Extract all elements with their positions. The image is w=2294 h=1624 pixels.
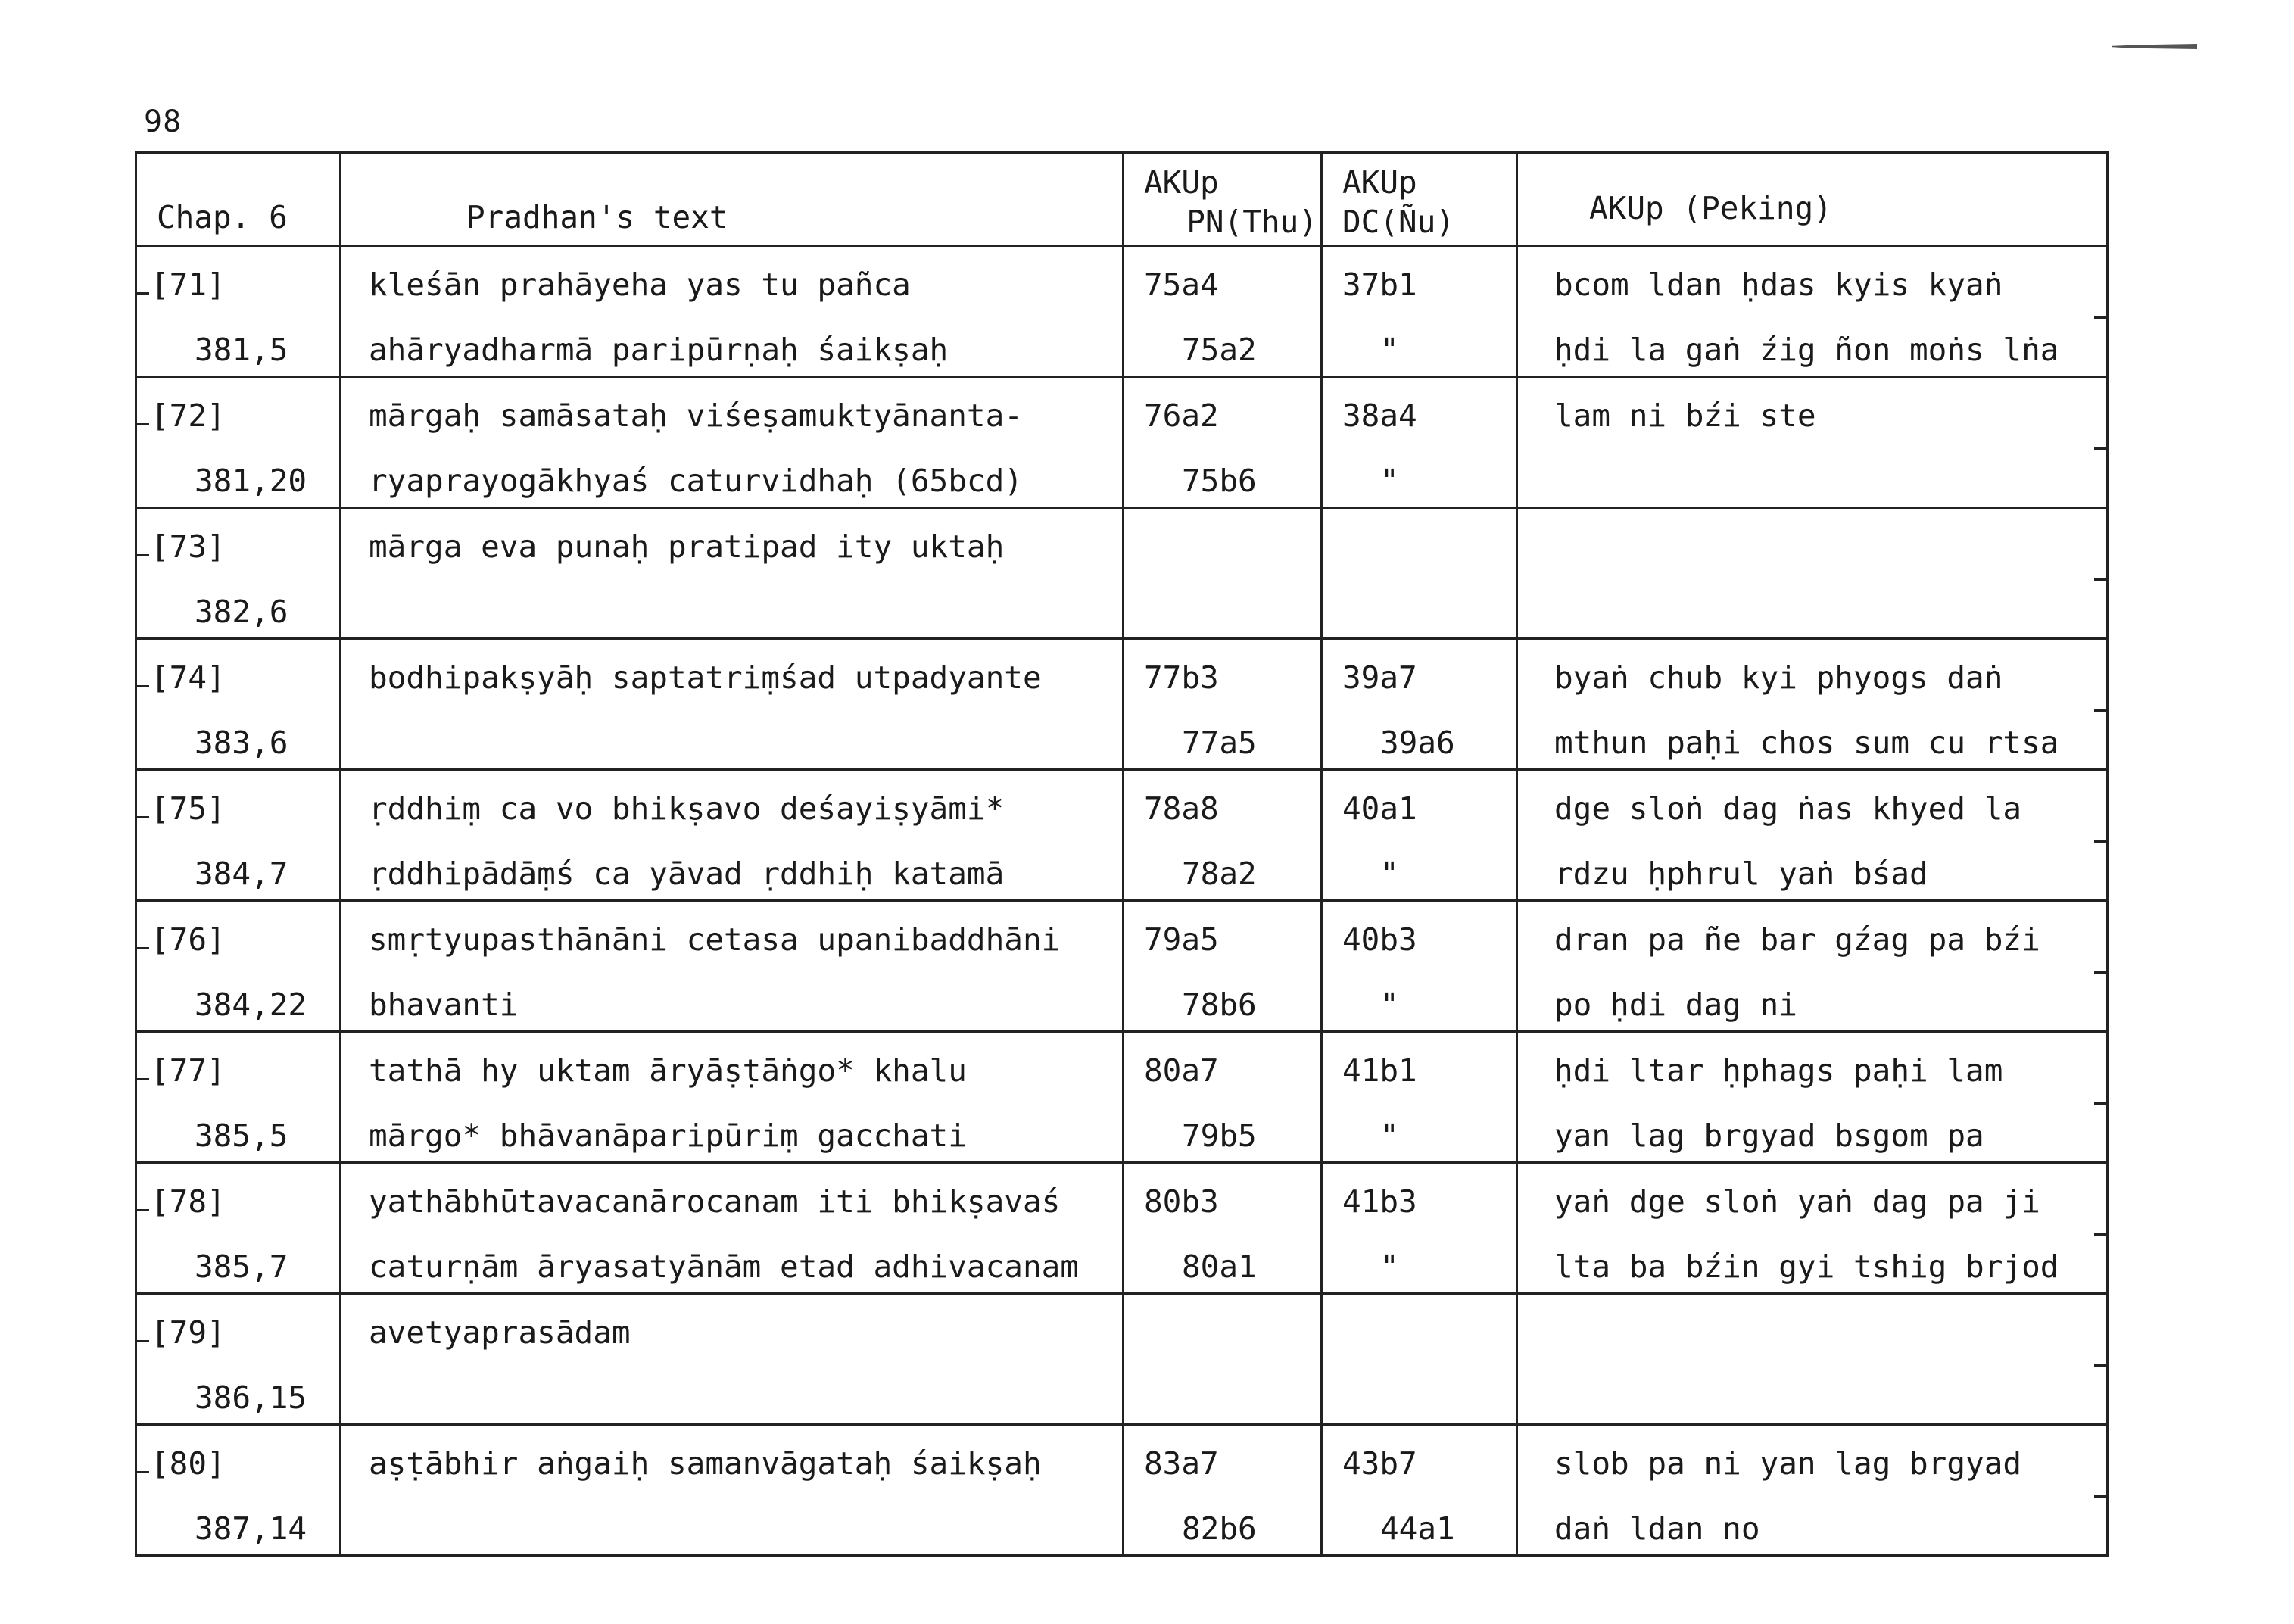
cell-akup-pn xyxy=(1124,246,1322,377)
cell-akup-peking-line2: rdzu ḥphrul yaṅ bśad xyxy=(1554,856,1928,892)
cell-akup-pn-line2: 75b6 xyxy=(1182,463,1257,499)
cell-akup-dc xyxy=(1322,246,1517,377)
cell-pradhan-text-line1: aṣṭābhir aṅgaiḥ samanvāgataḥ śaikṣaḥ xyxy=(369,1445,1042,1482)
margin-tick xyxy=(2094,1102,2108,1105)
cell-akup-pn-line1: 83a7 xyxy=(1144,1445,1219,1482)
cell-akup-pn-line1: 79a5 xyxy=(1144,921,1219,958)
cell-chapter-ref-line2: 385,7 xyxy=(195,1248,288,1285)
cell-akup-dc xyxy=(1322,639,1517,770)
table-row xyxy=(136,1163,2108,1294)
header-chap: Chap. 6 xyxy=(136,153,341,246)
cell-akup-pn-line2: 78b6 xyxy=(1182,987,1257,1023)
cell-chapter-ref-line2: 384,22 xyxy=(195,987,307,1023)
cell-pradhan-text-line1: kleśān prahāyeha yas tu pañca xyxy=(369,267,911,303)
cell-pradhan-text-line1: ṛddhiṃ ca vo bhikṣavo deśayiṣyāmi* xyxy=(369,790,1005,827)
cell-akup-peking-line1: yaṅ dge sloṅ yaṅ dag pa ji xyxy=(1554,1183,2040,1220)
cell-akup-peking-line2: mthun paḥi chos sum cu rtsa xyxy=(1554,725,2059,761)
cell-akup-peking xyxy=(1517,770,2108,901)
margin-tick xyxy=(136,1471,149,1473)
cell-pradhan-text-line1: bodhipakṣyāḥ saptatriṃśad utpadyante xyxy=(369,659,1042,696)
cell-akup-dc-line1: 38a4 xyxy=(1342,397,1417,434)
cell-akup-peking-line1: byaṅ chub kyi phyogs daṅ xyxy=(1554,659,2003,696)
cell-akup-peking-line2: yan lag brgyad bsgom pa xyxy=(1554,1117,1984,1154)
table-row xyxy=(136,246,2108,377)
cell-chapter-ref-line2: 387,14 xyxy=(195,1510,307,1547)
cell-chapter-ref-line2: 386,15 xyxy=(195,1379,307,1416)
margin-tick xyxy=(136,1078,149,1080)
cell-chapter-ref-line2: 381,5 xyxy=(195,332,288,368)
cell-akup-dc-line1: 40b3 xyxy=(1342,921,1417,958)
cell-pradhan-text-line1: yathābhūtavacanārocanam iti bhikṣavaś xyxy=(369,1183,1061,1220)
cell-akup-dc xyxy=(1322,377,1517,508)
header-akup-dc: AKUp DC(Ñu) xyxy=(1322,153,1517,246)
cell-pradhan-text xyxy=(341,246,1124,377)
cell-akup-peking-line2: po ḥdi dag ni xyxy=(1554,987,1797,1023)
header-akup-peking: AKUp (Peking) xyxy=(1517,153,2108,246)
cell-akup-peking-line1: lam ni bźi ste xyxy=(1554,397,1816,434)
cell-akup-pn xyxy=(1124,1032,1322,1163)
cell-pradhan-text xyxy=(341,901,1124,1032)
cell-pradhan-text-line2: caturṇām āryasatyānām etad adhivacanam xyxy=(369,1248,1079,1285)
cell-akup-dc-line1: 41b1 xyxy=(1342,1052,1417,1089)
cell-chapter-ref xyxy=(136,246,341,377)
cell-akup-pn-line2: 78a2 xyxy=(1182,856,1257,892)
table-row xyxy=(136,901,2108,1032)
cell-akup-peking xyxy=(1517,1425,2108,1556)
cell-chapter-ref-line1: [80] xyxy=(151,1445,226,1482)
cell-akup-pn-line2: 80a1 xyxy=(1182,1248,1257,1285)
cell-chapter-ref-line1: [79] xyxy=(151,1314,226,1351)
cell-akup-dc xyxy=(1322,1425,1517,1556)
cell-akup-dc xyxy=(1322,901,1517,1032)
cell-chapter-ref-line2: 384,7 xyxy=(195,856,288,892)
cell-akup-pn xyxy=(1124,639,1322,770)
cell-akup-pn-line1: 75a4 xyxy=(1144,267,1219,303)
cell-akup-peking-line2: daṅ ldan no xyxy=(1554,1510,1760,1547)
cell-akup-pn-line2: 75a2 xyxy=(1182,332,1257,368)
cell-pradhan-text-line1: mārgaḥ samāsataḥ viśeṣamuktyānanta- xyxy=(369,397,1023,434)
cell-akup-dc-line2: " xyxy=(1380,332,1399,368)
cell-chapter-ref-line2: 382,6 xyxy=(195,594,288,630)
cell-akup-dc-line1: 41b3 xyxy=(1342,1183,1417,1220)
cell-chapter-ref xyxy=(136,901,341,1032)
margin-tick xyxy=(136,816,149,818)
cell-akup-peking xyxy=(1517,377,2108,508)
cell-chapter-ref-line1: [73] xyxy=(151,528,226,565)
table-row xyxy=(136,1294,2108,1425)
cell-akup-dc-line1: 40a1 xyxy=(1342,790,1417,827)
cell-pradhan-text-line2: bhavanti xyxy=(369,987,519,1023)
cell-akup-dc-line2: " xyxy=(1380,1117,1399,1154)
cell-akup-peking xyxy=(1517,508,2108,639)
margin-tick xyxy=(136,1209,149,1211)
cell-chapter-ref xyxy=(136,1425,341,1556)
cell-chapter-ref xyxy=(136,377,341,508)
cell-chapter-ref xyxy=(136,1032,341,1163)
cell-chapter-ref xyxy=(136,1163,341,1294)
margin-tick xyxy=(2094,1233,2108,1236)
page-number: 98 xyxy=(144,104,182,139)
margin-tick xyxy=(2094,971,2108,974)
cell-akup-peking-line1: dge sloṅ dag ṅas khyed la xyxy=(1554,790,2022,827)
cell-pradhan-text-line2: mārgo* bhāvanāparipūriṃ gacchati xyxy=(369,1117,967,1154)
cell-akup-peking xyxy=(1517,1163,2108,1294)
table-row xyxy=(136,377,2108,508)
cell-chapter-ref xyxy=(136,770,341,901)
cell-pradhan-text-line1: tathā hy uktam āryāṣṭāṅgo* khalu xyxy=(369,1052,967,1089)
cell-akup-pn xyxy=(1124,1425,1322,1556)
cell-chapter-ref-line1: [74] xyxy=(151,659,226,696)
cell-chapter-ref-line1: [76] xyxy=(151,921,226,958)
margin-tick xyxy=(136,1340,149,1342)
header-akup-pn: AKUp PN(Thu) xyxy=(1124,153,1322,246)
cell-pradhan-text xyxy=(341,639,1124,770)
margin-tick xyxy=(2094,447,2108,450)
cell-akup-dc-line2: 44a1 xyxy=(1380,1510,1455,1547)
cell-akup-peking-line2: ḥdi la gaṅ źig ñon moṅs lṅa xyxy=(1554,332,2059,368)
concordance-table xyxy=(135,151,2109,1557)
cell-pradhan-text-line1: mārga eva punaḥ pratipad ity uktaḥ xyxy=(369,528,1005,565)
cell-akup-dc-line2: " xyxy=(1380,463,1399,499)
cell-chapter-ref-line1: [75] xyxy=(151,790,226,827)
cell-akup-dc xyxy=(1322,508,1517,639)
table-header-row xyxy=(136,153,2108,246)
margin-tick xyxy=(2094,1495,2108,1498)
cell-chapter-ref-line2: 385,5 xyxy=(195,1117,288,1154)
cell-akup-pn xyxy=(1124,508,1322,639)
cell-akup-dc-line2: 39a6 xyxy=(1380,725,1455,761)
cell-akup-peking-line2: lta ba bźin gyi tshig brjod xyxy=(1554,1248,2059,1285)
cell-chapter-ref xyxy=(136,508,341,639)
scan-mark xyxy=(2112,44,2197,49)
cell-akup-pn-line1: 76a2 xyxy=(1144,397,1219,434)
cell-akup-pn-line1: 78a8 xyxy=(1144,790,1219,827)
cell-akup-pn-line2: 77a5 xyxy=(1182,725,1257,761)
cell-pradhan-text xyxy=(341,770,1124,901)
cell-akup-peking-line1: bcom ldan ḥdas kyis kyaṅ xyxy=(1554,267,2003,303)
cell-akup-dc-line2: " xyxy=(1380,987,1399,1023)
cell-akup-pn xyxy=(1124,377,1322,508)
cell-chapter-ref-line1: [72] xyxy=(151,397,226,434)
cell-akup-dc-line1: 43b7 xyxy=(1342,1445,1417,1482)
header-pradhan-text: Pradhan's text xyxy=(341,153,1124,246)
margin-tick xyxy=(136,554,149,556)
cell-pradhan-text xyxy=(341,1294,1124,1425)
cell-akup-pn-line2: 82b6 xyxy=(1182,1510,1257,1547)
cell-akup-pn-line1: 80b3 xyxy=(1144,1183,1219,1220)
table-row xyxy=(136,639,2108,770)
cell-pradhan-text-line1: avetyaprasādam xyxy=(369,1314,631,1351)
cell-akup-pn-line1: 77b3 xyxy=(1144,659,1219,696)
cell-akup-dc xyxy=(1322,1032,1517,1163)
cell-akup-pn xyxy=(1124,1294,1322,1425)
margin-tick xyxy=(136,947,149,949)
cell-akup-peking xyxy=(1517,246,2108,377)
margin-tick xyxy=(2094,840,2108,843)
cell-akup-pn xyxy=(1124,770,1322,901)
cell-chapter-ref xyxy=(136,1294,341,1425)
cell-pradhan-text-line2: ṛddhipādāṃś ca yāvad ṛddhiḥ katamā xyxy=(369,856,1005,892)
margin-tick xyxy=(2094,1364,2108,1367)
cell-akup-dc xyxy=(1322,1294,1517,1425)
cell-akup-pn-line1: 80a7 xyxy=(1144,1052,1219,1089)
cell-chapter-ref-line1: [78] xyxy=(151,1183,226,1220)
cell-pradhan-text-line2: ryaprayogākhyaś caturvidhaḥ (65bcd) xyxy=(369,463,1023,499)
cell-akup-peking-line1: slob pa ni yan lag brgyad xyxy=(1554,1445,2022,1482)
margin-tick xyxy=(2094,578,2108,581)
cell-pradhan-text xyxy=(341,1032,1124,1163)
cell-chapter-ref-line2: 381,20 xyxy=(195,463,307,499)
table-row xyxy=(136,508,2108,639)
margin-tick xyxy=(136,685,149,687)
cell-pradhan-text xyxy=(341,1163,1124,1294)
margin-tick xyxy=(136,423,149,425)
cell-akup-pn-line2: 79b5 xyxy=(1182,1117,1257,1154)
cell-akup-dc-line1: 39a7 xyxy=(1342,659,1417,696)
cell-akup-pn xyxy=(1124,901,1322,1032)
cell-akup-peking-line1: ḥdi ltar ḥphags paḥi lam xyxy=(1554,1052,2003,1089)
cell-akup-pn xyxy=(1124,1163,1322,1294)
cell-chapter-ref-line1: [77] xyxy=(151,1052,226,1089)
table-row xyxy=(136,770,2108,901)
cell-chapter-ref-line1: [71] xyxy=(151,267,226,303)
cell-pradhan-text xyxy=(341,1425,1124,1556)
cell-akup-dc-line1: 37b1 xyxy=(1342,267,1417,303)
cell-pradhan-text xyxy=(341,508,1124,639)
cell-akup-dc xyxy=(1322,1163,1517,1294)
cell-pradhan-text xyxy=(341,377,1124,508)
cell-akup-peking-line1: dran pa ñe bar gźag pa bźi xyxy=(1554,921,2040,958)
table-row xyxy=(136,1032,2108,1163)
cell-akup-dc-line2: " xyxy=(1380,856,1399,892)
cell-pradhan-text-line2: ahāryadharmā paripūrṇaḥ śaikṣaḥ xyxy=(369,332,949,368)
cell-akup-dc xyxy=(1322,770,1517,901)
cell-akup-peking xyxy=(1517,901,2108,1032)
cell-akup-peking xyxy=(1517,639,2108,770)
cell-chapter-ref-line2: 383,6 xyxy=(195,725,288,761)
table-row xyxy=(136,1425,2108,1556)
cell-akup-peking xyxy=(1517,1294,2108,1425)
margin-tick xyxy=(2094,709,2108,712)
cell-akup-peking xyxy=(1517,1032,2108,1163)
cell-akup-dc-line2: " xyxy=(1380,1248,1399,1285)
cell-pradhan-text-line1: smṛtyupasthānāni cetasa upanibaddhāni xyxy=(369,921,1061,958)
cell-chapter-ref xyxy=(136,639,341,770)
margin-tick xyxy=(2094,316,2108,319)
margin-tick xyxy=(136,292,149,295)
